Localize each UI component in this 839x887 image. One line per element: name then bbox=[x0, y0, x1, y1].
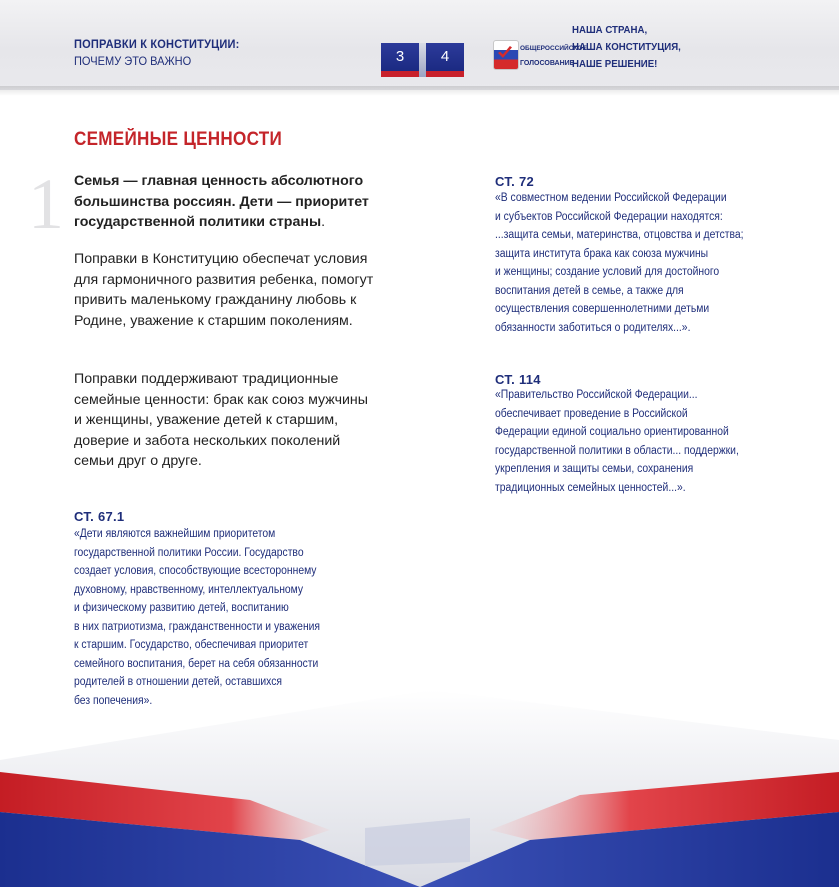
quote-line: и физическому развитию детей, воспитанию bbox=[74, 602, 289, 614]
quote-line: без попечения». bbox=[74, 694, 153, 707]
quote-line: духовному, нравственному, интеллектуальному bbox=[74, 583, 304, 596]
paragraph-2: Поправки поддерживают традиционные семейные ценности: брак как союз мужчины и женщины, уважение детей к старшим, доверие и забота нескольких поколений семьи друг о друге. bbox=[74, 371, 368, 469]
quote-line: создает условия, способствующие всестороннему bbox=[74, 565, 317, 577]
logo-text-line2: ГОЛОСОВАНИЕ bbox=[520, 60, 575, 67]
quote-line: обязанности заботиться о родителях...». bbox=[495, 321, 691, 334]
logo-text-line1: ОБЩЕРОССИЙСКОЕ bbox=[520, 45, 587, 52]
quote-line: «Дети являются важнейшим приоритетом bbox=[74, 528, 276, 540]
quote-line: семейного воспитания, берет на себя обязанности bbox=[74, 657, 319, 670]
page-number-right: 4 bbox=[426, 43, 464, 71]
lead-end: . bbox=[321, 214, 326, 230]
quote-line: и женщины; создание условий для достойного bbox=[495, 266, 720, 278]
series-subtitle: ПОЧЕМУ ЭТО ВАЖНО bbox=[74, 54, 192, 68]
slogan-line: НАШЕ РЕШЕНИЕ! bbox=[572, 58, 658, 70]
quote-line: государственной политики России. Государство bbox=[74, 546, 304, 559]
lead-bold-text: Семья — главная ценность абсолютного большинства россиян. Дети — приоритет государственной политики страны bbox=[74, 173, 369, 230]
quote-line: и субъектов Российской Федерации находятся: bbox=[495, 210, 723, 223]
section-number: 1 bbox=[28, 164, 64, 244]
quote-line: «В совместном ведении Российской Федерации bbox=[495, 192, 727, 204]
quote-line: к старшим. Государство, обеспечивая приоритет bbox=[74, 639, 309, 651]
series-title: ПОПРАВКИ К КОНСТИТУЦИИ: bbox=[74, 37, 240, 51]
quote-line: обеспечивает проведение в Российской bbox=[495, 407, 688, 420]
quote-line: воспитания детей в семье, а также для bbox=[495, 284, 684, 297]
paragraph-1: Поправки в Конституцию обеспечат условия для гармоничного развития ребенка, помогут привить маленькому гражданину любовь к Родине, уважение к старшим поколениям. bbox=[74, 251, 374, 329]
quote-line: традиционных семейных ценностей...». bbox=[495, 481, 686, 494]
quote-line: ...защита семьи, материнства, отцовства и детства; bbox=[495, 229, 744, 241]
quote-line: в них патриотизма, гражданственности и уважения bbox=[74, 620, 321, 633]
article-114-label: СТ. 114 bbox=[495, 372, 541, 387]
slogan-line: НАША КОНСТИТУЦИЯ, bbox=[572, 41, 681, 53]
page-number-left: 3 bbox=[381, 43, 419, 71]
article-67-1-label: СТ. 67.1 bbox=[74, 509, 125, 524]
quote-line: защита института брака как союза мужчины bbox=[495, 247, 709, 260]
quote-line: Федерации единой социально ориентированной bbox=[495, 426, 729, 438]
section-title: СЕМЕЙНЫЕ ЦЕННОСТИ bbox=[74, 129, 283, 150]
article-72-label: СТ. 72 bbox=[495, 174, 535, 189]
slogan-line: НАША СТРАНА, bbox=[572, 24, 648, 36]
quote-line: государственной политики в области... поддержки, bbox=[495, 444, 739, 457]
quote-line: укрепления и защиты семьи, сохранения bbox=[495, 463, 694, 475]
quote-line: родителей в отношении детей, оставшихся bbox=[74, 676, 283, 688]
quote-line: «Правительство Российской Федерации... bbox=[495, 389, 698, 401]
quote-line: осуществления совершеннолетними детьми bbox=[495, 303, 710, 315]
